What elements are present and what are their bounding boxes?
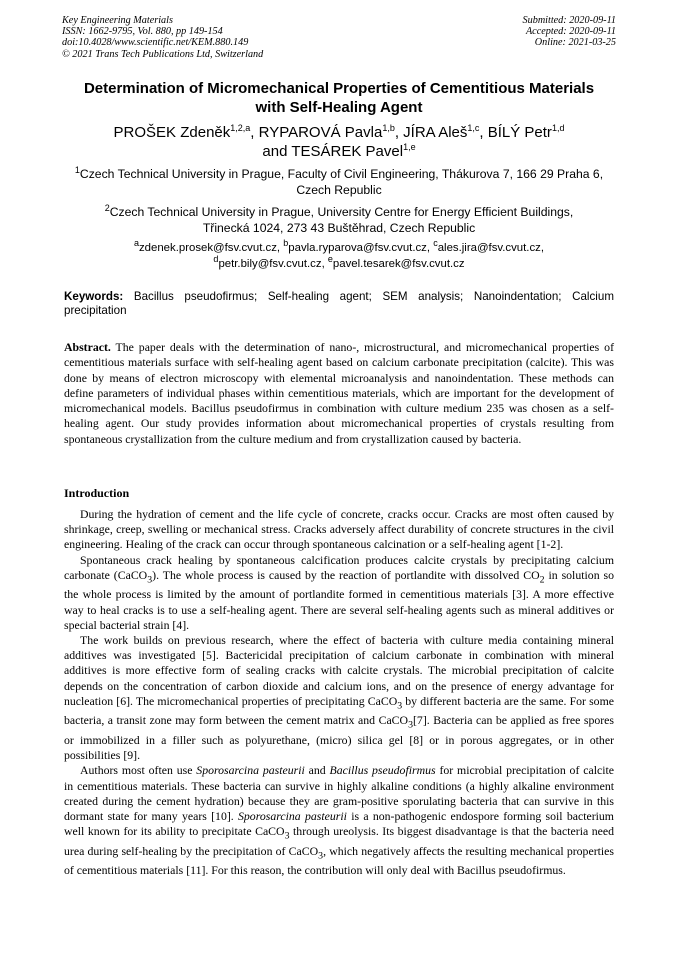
author-list (40, 123, 638, 161)
accepted-date: Accepted: 2020-09-11 (525, 26, 616, 38)
email-link[interactable]: ales.jira@fsv.cvut.cz, (437, 242, 545, 254)
email-link[interactable]: zdenek.prosek@fsv.cvut.cz, (138, 242, 284, 254)
doi: doi:10.4028/www.scientific.net/KEM.880.149 (62, 37, 249, 49)
author-name: PROŠEK Zdeněk (113, 124, 231, 141)
email-link[interactable]: pavel.tesarek@fsv.cvut.cz (332, 257, 465, 270)
submitted-date: Submitted: 2020-09-11 (522, 15, 616, 26)
author-sup: 1,d (551, 123, 565, 133)
header-right (523, 15, 616, 49)
author-name: BÍLÝ Petr (487, 124, 552, 141)
author-emails: $^a$zdenek.prosek@fsv.cvut.cz, $^b$pavla.ryparova@fsv.cvut.cz, $^c$ales.jira@fsv.cvut.cz, $^d$petr.bily@fsv.cvut.cz, $^e$pavel.tesarek@fsv.cvut.cz (133, 238, 545, 270)
author-sup: 1,b (382, 123, 395, 133)
email-link[interactable]: pavla.ryparova@fsv.cvut.cz, (288, 242, 434, 254)
copyright: © 2021 Trans Tech Publications Ltd, Switzerland (62, 48, 264, 60)
affiliation-2: $^2$Czech Technical University in Prague, University Centre for Energy Efficient Buildings, Třinecká 1024, 273 43 Buštěhrad, Czech Republic (104, 202, 574, 235)
author-sup: 1,c (467, 123, 480, 133)
paragraph: During the hydration of cement and the life cycle of concrete, cracks occur. Cracks are most often caused by shrinkage, creep, swelling or mechanical stress. Cracks adversely affect durability of concrete structures in the civil engineering. Healing of the crack can occur through spontaneous calcination or a self-healing agent [1-2]. (64, 507, 614, 552)
paragraph: Authors most often use Sporosarcina pasteurii and Bacillus pseudofirmus for microbial precipitation of calcite in cementitious materials. These bacteria can survive in highly alkaline conditions (a highly alkaline environment created during the cement hydration) because they are gram-positive sporulating bacteria that can survive in this dormant state for many years [10]. Sporosarcina pasteurii is a non-pathogenic endospore forming soil bacterium well known for its ability to precipitate CaCO$_3$ through ureolysis. Its biggest disadvantage is that the bacteria need urea during self-healing by the precipitation of CaCO$_3$, which negatively affects the resulting mechanical properties of cementitious materials [11]. For this reason, the contribution will only deal with Bacillus pseudofirmus. (64, 763, 615, 878)
keywords-label: Keywords: (64, 290, 124, 303)
introduction-body (64, 507, 614, 878)
abstract (64, 340, 614, 447)
paragraph: The work builds on previous research, where the effect of bacteria with culture media containing mineral additives was investigated [5]. Bactericidal precipitation of calcium carbonate in combination with mineral additives is more effective form of sealing cracks with calcite crystals. The microbial precipitation of calcite depends on the concentration of carbon dioxide and calcium ions, and on the presence of energy advantage for nucleation [6]. The micromechanical properties of precipitating CaCO$_3$ by different bacteria are the same. For some bacteria, a transit zone may form between the cement matrix and CaCO$_3$[7]. Bacteria can be applied as free spores or immobilized in a filler such as polyurethane, (micro) silica gel [8] or in porous aggregates, or in other possibilities [9]. (64, 632, 615, 763)
paper-title (40, 80, 638, 117)
online-date: Online: 2021-03-25 (534, 37, 616, 49)
journal-header (62, 15, 616, 65)
keywords-text: Bacillus pseudofirmus; Self-healing agent; SEM analysis; Nanoindentation; Calcium precipitation (64, 290, 614, 317)
keywords (64, 290, 614, 318)
email-link[interactable]: petr.bily@fsv.cvut.cz, (218, 257, 328, 270)
author-name: RYPAROVÁ Pavla (258, 124, 383, 141)
header-left (62, 15, 263, 60)
title-line-2: with Self-Healing Agent (255, 98, 423, 116)
section-heading-introduction: Introduction (64, 486, 130, 500)
author-name: TESÁREK Pavel (291, 143, 404, 160)
affiliation-1: $^1$Czech Technical University in Prague, Faculty of Civil Engineering, Thákurova 7, 166 29 Praha 6, Czech Republic (74, 164, 604, 197)
title-line-1: Determination of Micromechanical Properties of Cementitious Materials (83, 80, 595, 97)
author-name: JÍRA Aleš (403, 124, 468, 141)
abstract-label: Abstract. (64, 340, 111, 354)
abstract-text: The paper deals with the determination of nano-, microstructural, and micromechanical properties of cementitious materials surface with self-healing agent based on calcium carbonate precipitation (calcite). This was done by means of electron microscopy with elemental microanalysis and nanoindentation. These methods can define parameters of individual phases within cementitious materials, which are important for the development of micromechanical models. Bacillus pseudofirmus in combination with culture medium 235 was chosen as a self-healing agent. Our study provides information about micromechanical properties of crystals resulting from spontaneous crystallization from the culture medium and from crystallization caused by bacteria. (64, 340, 614, 446)
author-line-2: and TESÁREK Pavel$^{1,e}$ (262, 142, 416, 160)
author-sup: 1,e (403, 142, 416, 152)
author-line-1: PROŠEK Zdeněk$^{1,2,a}$, RYPAROVÁ Pavla$^{1,b}$, JÍRA Aleš$^{1,c}$, BÍLÝ Petr$^{1,d}$ (113, 123, 565, 141)
author-sup: 1,2,a (230, 123, 251, 133)
paragraph: Spontaneous crack healing by spontaneous calcification produces calcite crystals by precipitating calcium carbonate (CaCO$_3$). The whole process is caused by the reaction of portlandite with dissolved $CO_2$ in solution so the whole process is limited by the amount of portlandite formed in cementitious materials [3]. A more effective way to heal cracks is to use a self-healing agent. There are several self-healing agents such as mineral additives or special bacterial strain [4]. (64, 552, 615, 632)
journal-name: Key Engineering Materials (62, 15, 173, 26)
issn: ISSN: 1662-9795, Vol. 880, pp 149-154 (62, 26, 223, 38)
